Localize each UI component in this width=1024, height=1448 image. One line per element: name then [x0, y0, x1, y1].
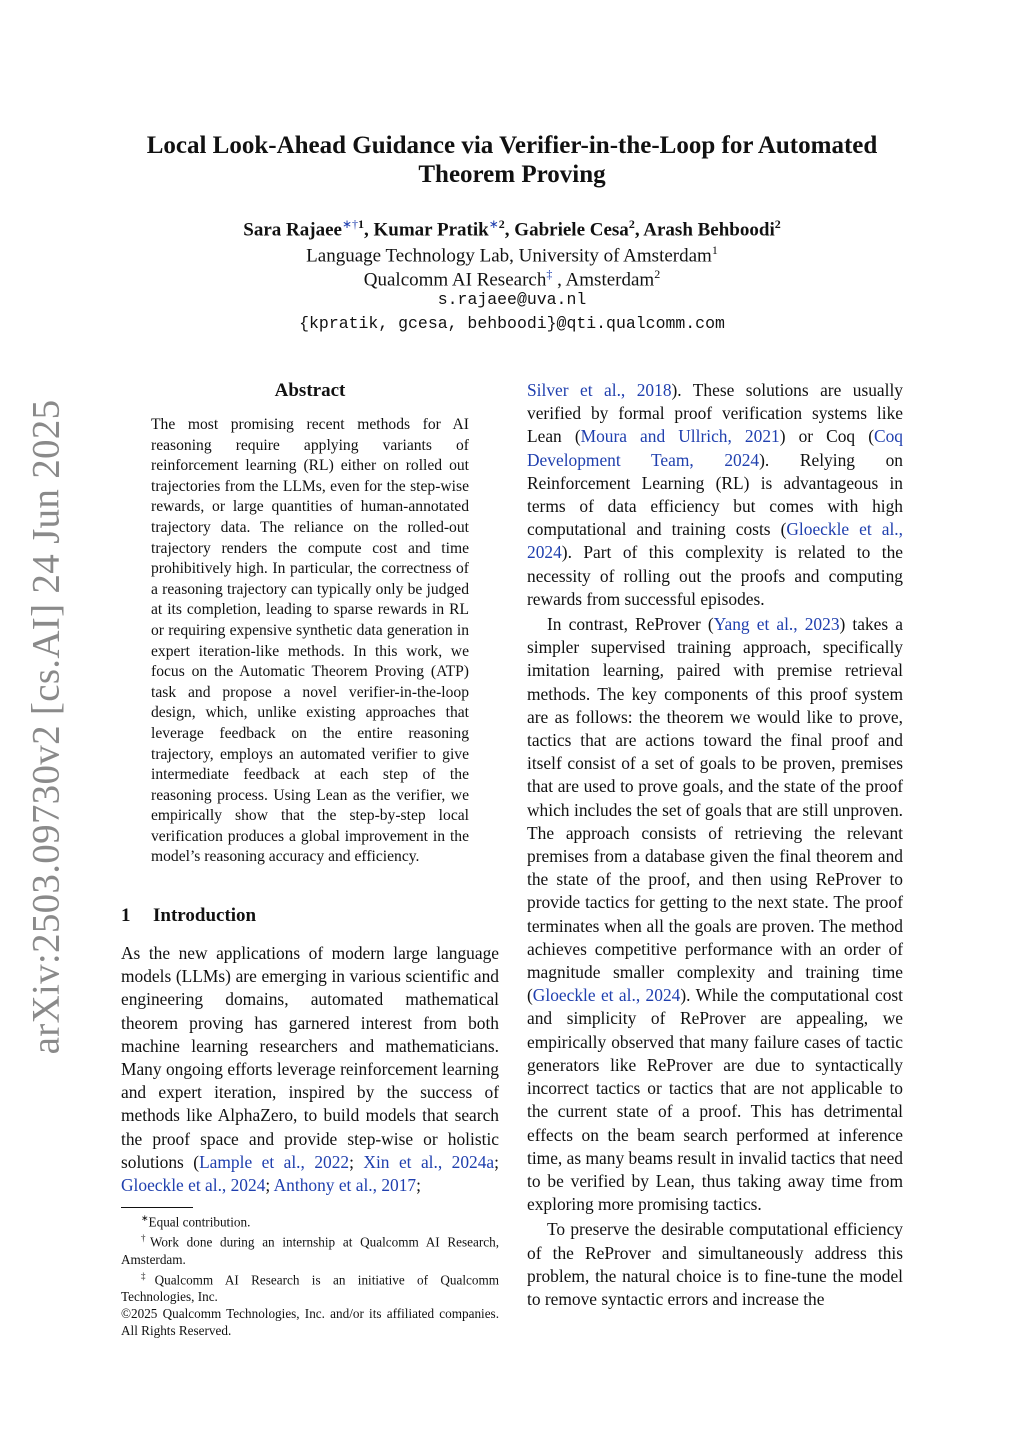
right-column	[527, 379, 903, 1311]
footnote-mark: ‡	[141, 1270, 155, 1281]
body-text: As the new applications of modern large language models (LLMs) are emerging in various scientific and engineering domains, automated mathematical theorem proving has garnered interest from both machine learning researchers and mathematicians. Many ongoing efforts leverage reinforcement learning and expert iteration, inspired by the success of methods like AlphaZero, to build models that search the proof space and provide step-wise or holistic solutions (	[121, 943, 499, 1172]
author-affil-num: 1	[358, 217, 364, 231]
footnote	[121, 1210, 499, 1230]
footnote-text: Work done during an internship at Qualcomm AI Research, Amsterdam.	[121, 1234, 500, 1267]
footnote	[121, 1230, 499, 1267]
affiliation-1-name: Language Technology Lab, University of Amsterdam	[306, 245, 712, 267]
section-number: 1	[121, 905, 131, 926]
citation-link[interactable]: Moura and Ullrich, 2021	[580, 426, 780, 447]
citation-link[interactable]: Gloeckle et al., 2024	[532, 985, 681, 1006]
footnote	[121, 1268, 499, 1305]
author-name: Arash Behboodi	[643, 219, 775, 241]
citation-link[interactable]: Gloeckle et al., 2024	[527, 519, 903, 563]
author-name: Kumar Pratik	[373, 219, 489, 241]
section-title: Introduction	[153, 905, 257, 926]
author-affil-num: 2	[628, 217, 635, 231]
footnote-mark: †	[141, 1233, 150, 1244]
footnote-text: Qualcomm AI Research is an initiative of Qualcomm Technologies, Inc.	[121, 1272, 500, 1305]
body-text: ). Part of this complexity is related to the necessity of rolling out the proofs and computing rewards from successful episodes.	[527, 542, 903, 609]
affiliation-2-name: Qualcomm AI Research	[363, 269, 547, 291]
body-text: ). While the computational cost and simplicity of ReProver are appealing, we empirically observed that many failure cases of tactic generators like ReProver are due to syntactically incorrect tactics or tactics that are not applicable to the current state of a proof. This has detrimental effects on the beam search performed at inference time, as many beams result in invalid tactics that need to be verified by Lean, thus taking away time from exploring more promising tactics.	[527, 985, 904, 1215]
citation-link[interactable]: Silver et al., 2018	[527, 380, 672, 400]
intro-paragraph-1: As the new applications of modern large language models (LLMs) are emerging in various scientific and engineering domains, automated mathematical theorem proving has garnered interest from both machine learning researchers and mathematicians. Many ongoing efforts leverage reinforcement learning and expert iteration, inspired by the success of methods like AlphaZero, to build models that search the proof space and provide step-wise or holistic solutions (Lample et al., 2022; Xin et al., 2024a; Gloeckle et al., 2024; Anthony et al., 2017;	[121, 943, 499, 1196]
author-list: Sara Rajaee$^{∗\dagger 1}$, Kumar Pratik$^{∗2}$, Gabriele Cesa$^2$, Arash Behboodi$^2$	[243, 217, 781, 241]
author-name: Sara Rajaee	[243, 219, 342, 241]
body-text: ). These solutions are usually verified by formal proof verification systems like Lean (	[527, 380, 903, 447]
intro-paragraph-1-continued	[527, 379, 903, 611]
paper-title: Local Look-Ahead Guidance via Verifier-in-the-Loop for Automated Theorem Proving	[146, 132, 878, 188]
affiliation-2-location: , Amsterdam	[552, 269, 655, 291]
author-affil-num: 2	[498, 217, 505, 231]
body-text: ) or Coq (	[779, 426, 874, 447]
author-name: Gabriele Cesa	[514, 219, 629, 241]
arxiv-sidebar	[0, 0, 100, 1448]
citation-link[interactable]: Lample et al., 2022	[199, 1151, 350, 1172]
intro-paragraph-3: To preserve the desirable computational efficiency of the ReProver and simultaneously address this problem, the natural choice is to fine-tune the model to remove syntactic errors and increase the	[527, 1219, 903, 1309]
arxiv-identifier: arXiv:2503.09730v2 [cs.AI] 24 Jun 2025	[24, 399, 68, 1055]
footnote-mark: ∗	[141, 1213, 149, 1223]
body-text: ) takes a simpler supervised training approach, specifically imitation learning, paired with premise retrieval methods. The key components of this proof system are as follows: the theorem we would like to prove, tactics that are actions toward the final proof and itself consist of a set of goals to be proven, premises that are used to prove goals, and the state of the proof which includes the set of goals that are still unproven. The approach consists of retrieving the relevant premises from a database given the final theorem and the state of the proof, and then using ReProver to provide tactics for getting to the next state. The proof terminates when all the goals are proven. The method achieves competitive performance with an order of magnitude smaller complexity and training time (	[527, 614, 903, 1006]
citation-link[interactable]: Xin et al., 2024a	[363, 1151, 495, 1172]
citation-link[interactable]: Anthony et al., 2017	[273, 1175, 417, 1196]
copyright-notice: ©2025 Qualcomm Technologies, Inc. and/or its affiliated companies. All Rights Reserved.	[121, 1306, 499, 1339]
abstract-text: The most promising recent methods for AI reasoning require applying variants of reinforcement learning (RL) either on rolled out trajectories from the LLMs, even for the step-wise rewards, or large quantities of human-annotated trajectory data. The reliance on the rolled-out trajectory renders the compute cost and time prohibitively high. In particular, the correctness of a reasoning trajectory can typically only be judged at its completion, leading to sparse rewards in RL or requiring expensive synthetic data generation in expert iteration-like methods. In this work, we focus on the Automatic Theorem Proving (ATP) task and propose a novel verifier-in-the-loop design, which, unlike existing approaches that leverage feedback on the entire reasoning trajectory, employs an automated verifier to give intermediate feedback at each step of the reasoning process. Using Lean as the verifier, we empirically show that the step-by-step local verification produces a global improvement in the model’s reasoning accuracy and efficiency.	[151, 416, 469, 866]
footnote-text: Equal contribution.	[148, 1214, 251, 1230]
footnotes	[121, 1210, 499, 1339]
body-text: In contrast, ReProver (	[547, 614, 714, 635]
affiliation-2-footnote-link[interactable]: ‡	[546, 267, 553, 281]
affiliation-2-num: 2	[654, 267, 661, 281]
intro-paragraph-2	[527, 613, 903, 1216]
author-mark[interactable]: ∗†	[341, 217, 358, 231]
author-affil-num: 2	[774, 217, 781, 231]
affiliation-1-mark: 1	[711, 243, 718, 257]
abstract-heading: Abstract	[274, 380, 346, 401]
body-text: ). Relying on Reinforcement Learning (RL) is advantageous in terms of data efficiency but comes with high computational and training costs (	[527, 449, 903, 540]
email-qualcomm: {kpratik, gcesa, behboodi}@qti.qualcomm.com	[299, 314, 725, 333]
footnote-divider	[121, 1207, 193, 1208]
email-uva: s.rajaee@uva.nl	[437, 290, 587, 309]
citation-link[interactable]: Yang et al., 2023	[713, 614, 840, 635]
author-mark[interactable]: ∗	[488, 217, 499, 231]
section-heading-introduction	[121, 905, 256, 927]
citation-link[interactable]: Gloeckle et al., 2024	[121, 1175, 266, 1196]
citation-link[interactable]: Coq Development Team, 2024	[527, 426, 903, 470]
